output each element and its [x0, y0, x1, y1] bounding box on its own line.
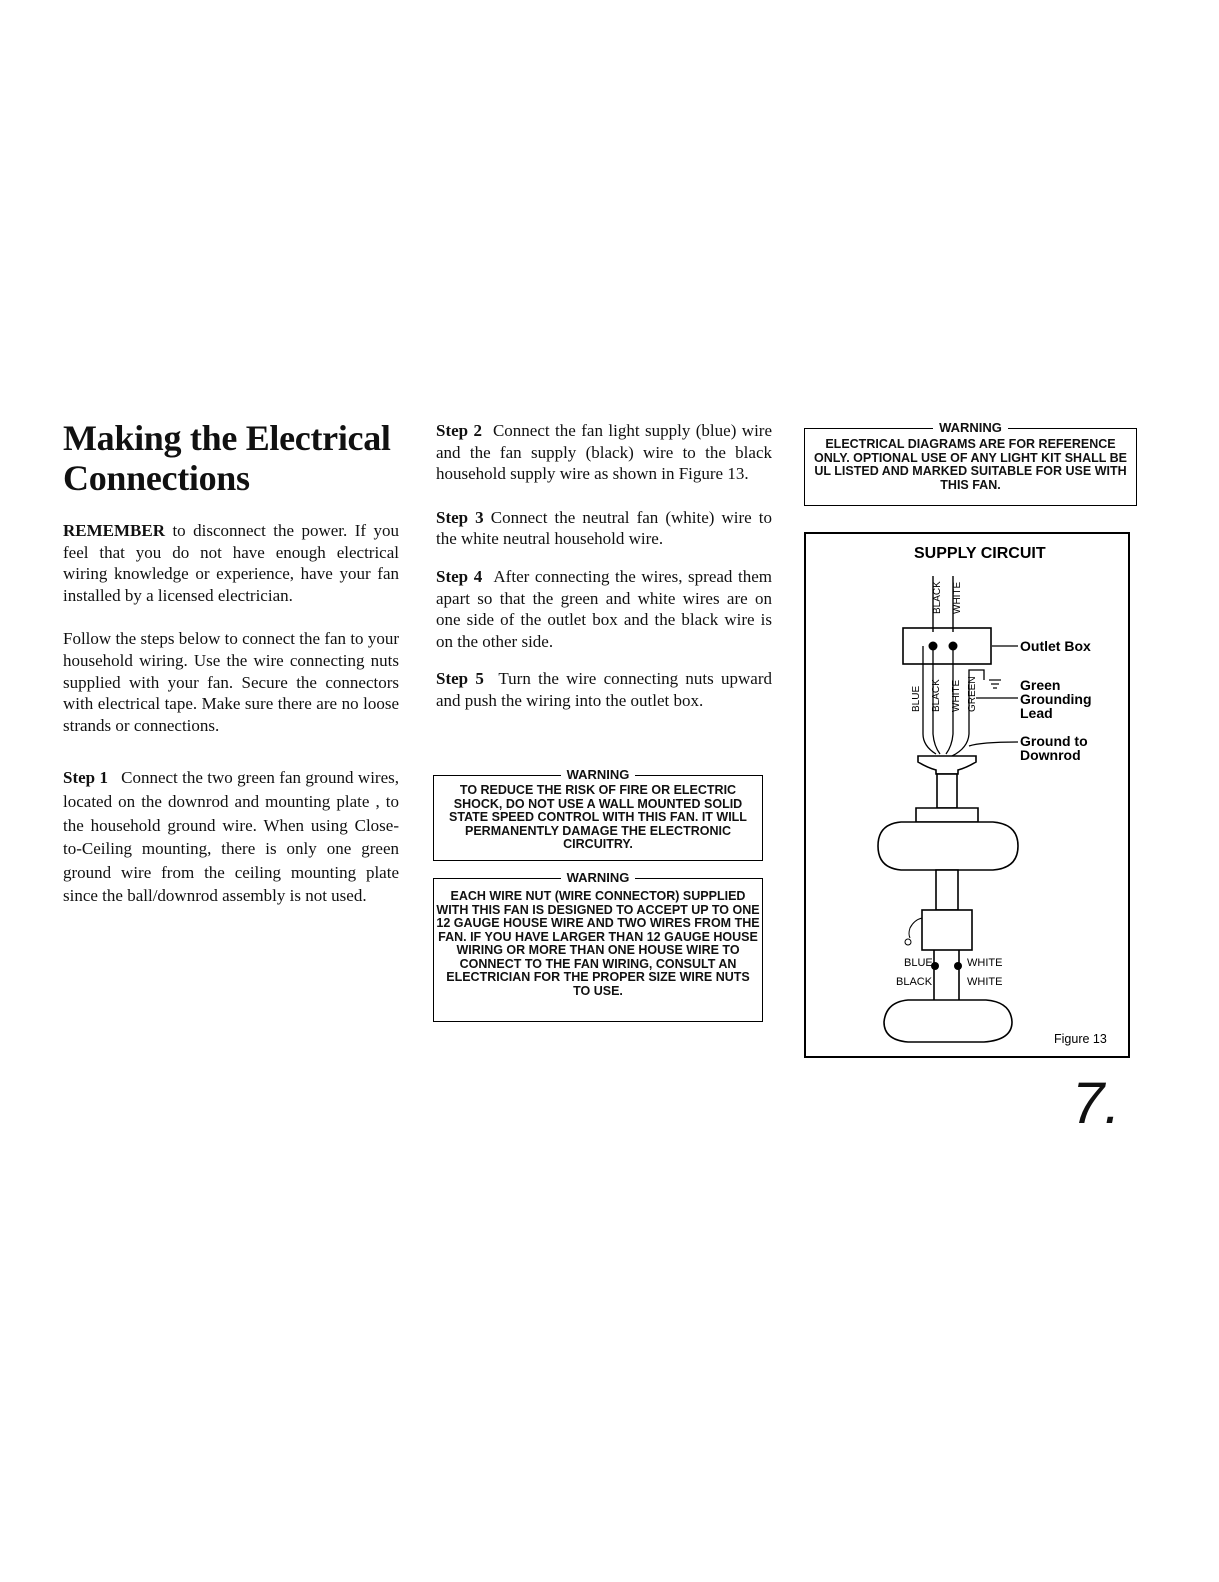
- ground-icon: [989, 680, 1001, 688]
- remember-label: REMEMBER: [63, 521, 165, 540]
- wire-label-blue: BLUE: [911, 685, 922, 712]
- outlet-box-label: Outlet Box: [1020, 638, 1091, 654]
- warning-title: WARNING: [561, 870, 636, 885]
- wire-label-white-top: WHITE: [952, 581, 963, 614]
- warning-body: EACH WIRE NUT (WIRE CONNECTOR) SUPPLIED WITH THIS FAN IS DESIGNED TO ACCEPT UP TO ONE 12 GAUGE HOUSE WIRE AND TWO WIRES FROM THE FAN. IF YOU HAVE LARGER THAN 12 GAUGE HOUSE WIRING OR MORE THAN ONE HOUSE WIRE TO CONNECT TO THE FAN WIRING, CONSULT AN ELECTRICIAN FOR THE PROPER SIZE WIRE NUTS TO USE.: [436, 889, 760, 998]
- wire-label-green: GREEN: [967, 676, 978, 712]
- remember-text: to disconnect the power. If you feel that you do not have enough electrical wiring knowledge or experience, have your fan installed by a licensed electrician.: [63, 521, 399, 605]
- ground-label-2: Downrod: [1020, 747, 1081, 763]
- step-5-text: Turn the wire connecting nuts upward and push the wiring into the outlet box.: [436, 669, 772, 710]
- ground-label-1: Ground to: [1020, 733, 1088, 749]
- warning-box-diagrams: [804, 420, 1137, 506]
- step-1-label: Step 1: [63, 768, 108, 788]
- step-2: [436, 420, 772, 485]
- figure-title: SUPPLY CIRCUIT: [914, 545, 1046, 562]
- warning-body: ELECTRICAL DIAGRAMS ARE FOR REFERENCE ONLY. OPTIONAL USE OF ANY LIGHT KIT SHALL BE UL LISTED AND MARKED SUITABLE FOR USE WITH THIS FAN.: [814, 437, 1127, 492]
- step-5-label: Step 5: [436, 669, 484, 689]
- step-2-label: Step 2: [436, 421, 483, 440]
- warning-title: WARNING: [561, 767, 636, 782]
- green-label-3: Lead: [1020, 705, 1053, 721]
- title-line-2: Connections: [63, 458, 250, 498]
- warning-box-wire-nut: [433, 870, 763, 1022]
- wire-label-black-top: BLACK: [932, 581, 943, 614]
- title-line-1: Making the Electrical: [63, 418, 391, 458]
- figure-13-box: [804, 532, 1130, 1058]
- wire-label-white: WHITE: [951, 679, 962, 712]
- warning-body: TO REDUCE THE RISK OF FIRE OR ELECTRIC SHOCK, DO NOT USE A WALL MOUNTED SOLID STATE SPEED CONTROL WITH THIS FAN. IT WILL PERMANENTLY DAMAGE THE ELECTRONIC CIRCUITRY.: [449, 783, 747, 851]
- wiring-diagram: [806, 534, 1128, 1056]
- green-label-1: Green: [1020, 677, 1061, 693]
- page-number: 7.: [1072, 1071, 1121, 1136]
- wire-label-black: BLACK: [931, 679, 942, 712]
- green-label-2: Grounding: [1020, 691, 1092, 707]
- fan-wire-label-black: BLACK: [896, 976, 933, 988]
- left-column: [63, 418, 399, 908]
- step-5: [436, 668, 772, 711]
- remember-paragraph: [63, 520, 399, 606]
- middle-column: [436, 420, 772, 712]
- step-1-text: Connect the two green fan ground wires, located on the downrod and mounting plate , to the household ground wire. When using Close-to-Ceiling mounting, there is only one green ground wire from the ceiling mounting plate since the ball/downrod assembly is not used.: [63, 768, 399, 906]
- step-3-label: Step 3: [436, 507, 484, 527]
- fan-wire-label-white-1: WHITE: [967, 957, 1003, 969]
- figure-caption: Figure 13: [1054, 1032, 1107, 1046]
- warning-box-speed-control: [433, 767, 763, 861]
- step-3-text: Connect the neutral fan (white) wire to the white neutral household wire.: [436, 507, 772, 549]
- warning-title: WARNING: [933, 420, 1008, 435]
- page-title: [63, 418, 399, 498]
- step-4-label: Step 4: [436, 566, 483, 586]
- outlet-box-shape: [903, 628, 991, 664]
- follow-steps-paragraph: Follow the steps below to connect the fan to your household wiring. Use the wire connecting nuts supplied with your fan. Secure the connectors with electrical tape. Make sure there are no loose strands or connections.: [63, 629, 399, 735]
- step-1: [63, 766, 399, 908]
- fan-wire-label-blue: BLUE: [904, 957, 933, 969]
- step-4-text: After connecting the wires, spread them apart so that the green and white wires are on one side of the outlet box and the black wire is on the other side.: [436, 566, 773, 651]
- fan-wire-nut-right: [954, 962, 962, 970]
- ground-downrod-leader: [969, 742, 1018, 746]
- fan-wire-label-white-2: WHITE: [967, 976, 1003, 988]
- fan-assembly: [878, 756, 1018, 1042]
- step-4: [436, 566, 772, 652]
- pull-chain: [905, 918, 922, 945]
- step-2-text: Connect the fan light supply (blue) wire and the fan supply (black) wire to the black household supply wire as shown in Figure 13.: [436, 421, 772, 484]
- step-3: [436, 507, 772, 550]
